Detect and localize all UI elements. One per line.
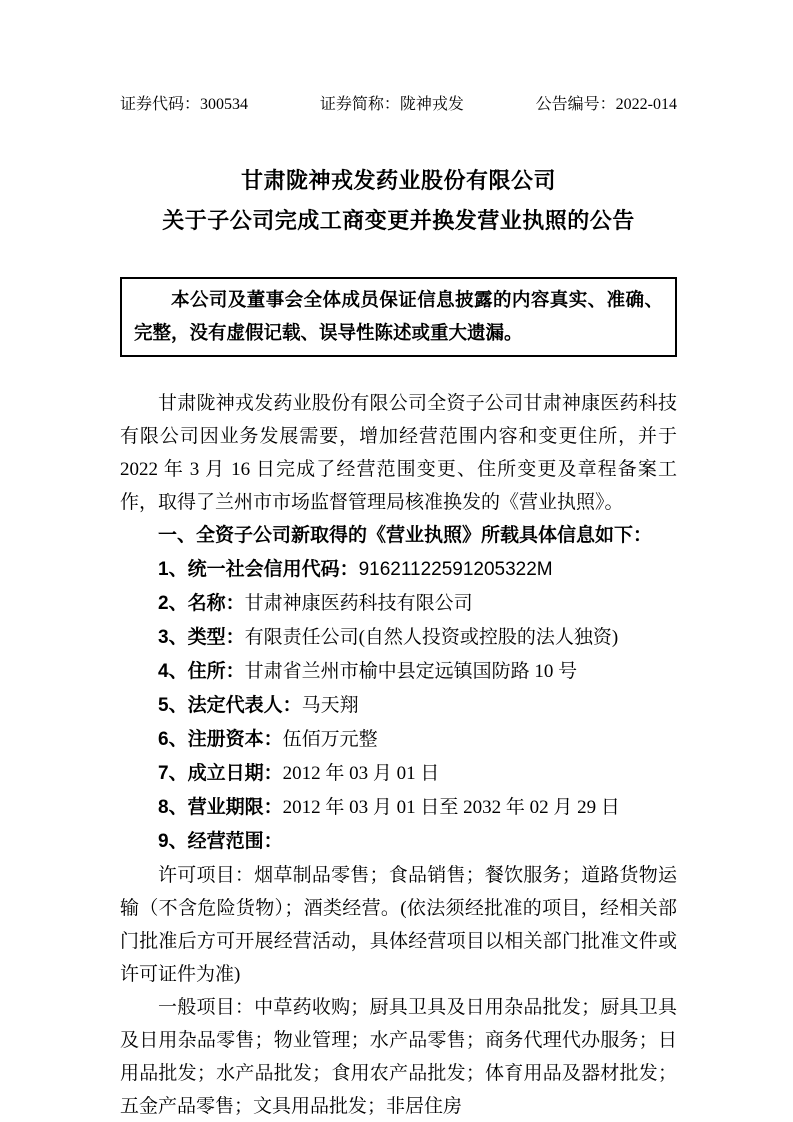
license-item-value: 马天翔 — [301, 695, 359, 716]
announcement-title: 关于子公司完成工商变更并换发营业执照的公告 — [162, 208, 635, 233]
license-item-business-scope — [120, 825, 677, 859]
license-item-credit-code — [120, 553, 677, 587]
license-item-business-term — [120, 791, 677, 825]
license-item-type — [120, 621, 677, 655]
license-item-value: 2012 年 03 月 01 日至 2032 年 02 月 29 日 — [282, 797, 620, 818]
license-item-value: 甘肃省兰州市榆中县定远镇国防路 10 号 — [244, 661, 578, 682]
stock-code: 证券代码：300534 — [120, 96, 249, 113]
general-scope-paragraph: 一般项目：中草药收购；厨具卫具及日用杂品批发；厨具卫具及日用杂品零售；物业管理；水产品零售；商务代理代办服务；日用品批发；水产品批发；食用农产品批发；体育用品及器材批发；五金产品零售；文具用品批发；非居住房 — [120, 997, 677, 1117]
license-item-label: 9、经营范围： — [158, 831, 283, 852]
license-item-value: 有限责任公司(自然人投资或控股的法人独资) — [244, 627, 619, 648]
title-block — [120, 161, 677, 241]
license-item-value: 伍佰万元整 — [282, 729, 378, 750]
licensed-scope-paragraph: 许可项目：烟草制品零售；食品销售；餐饮服务；道路货物运输（不含危险货物）；酒类经营。(依法须经批准的项目，经相关部门批准后方可开展经营活动，具体经营项目以相关部门批准文件或许可证件为准) — [120, 865, 677, 985]
license-item-label: 2、名称： — [158, 593, 245, 614]
license-item-name — [120, 587, 677, 621]
section-heading: 一、全资子公司新取得的《营业执照》所载具体信息如下： — [158, 525, 653, 546]
license-item-value: 甘肃神康医药科技有限公司 — [244, 593, 473, 614]
license-item-legal-representative — [120, 689, 677, 723]
license-item-label: 3、类型： — [158, 627, 245, 648]
license-item-label: 1、统一社会信用代码： — [158, 559, 359, 580]
announcement-number: 公告编号：2022-014 — [535, 96, 677, 113]
license-item-label: 8、营业期限： — [158, 797, 283, 818]
document-header — [120, 93, 677, 117]
license-item-label: 5、法定代表人： — [158, 695, 302, 716]
disclaimer-box — [120, 277, 677, 357]
license-item-label: 6、注册资本： — [158, 729, 283, 750]
license-item-value: 91621122591205322M — [358, 559, 553, 580]
company-name-title: 甘肃陇神戎发药业股份有限公司 — [240, 168, 556, 193]
license-item-label: 7、成立日期： — [158, 763, 283, 784]
license-item-registered-capital — [120, 723, 677, 757]
stock-abbreviation: 证券简称：陇神戎发 — [319, 96, 464, 113]
license-item-establishment-date — [120, 757, 677, 791]
license-item-address — [120, 655, 677, 689]
license-item-value: 2012 年 03 月 01 日 — [282, 763, 440, 784]
intro-paragraph: 甘肃陇神戎发药业股份有限公司全资子公司甘肃神康医药科技有限公司因业务发展需要，增加经营范围内容和变更住所，并于 2022 年 3 月 16 日完成了经营范围变更、住所变更及章程备案工作，取得了兰州市市场监督管理局核准换发的《营业执照》。 — [120, 393, 677, 513]
license-item-label: 4、住所： — [158, 661, 245, 682]
disclaimer-text: 本公司及董事会全体成员保证信息披露的内容真实、准确、完整，没有虚假记载、误导性陈述或重大遗漏。 — [134, 289, 663, 343]
